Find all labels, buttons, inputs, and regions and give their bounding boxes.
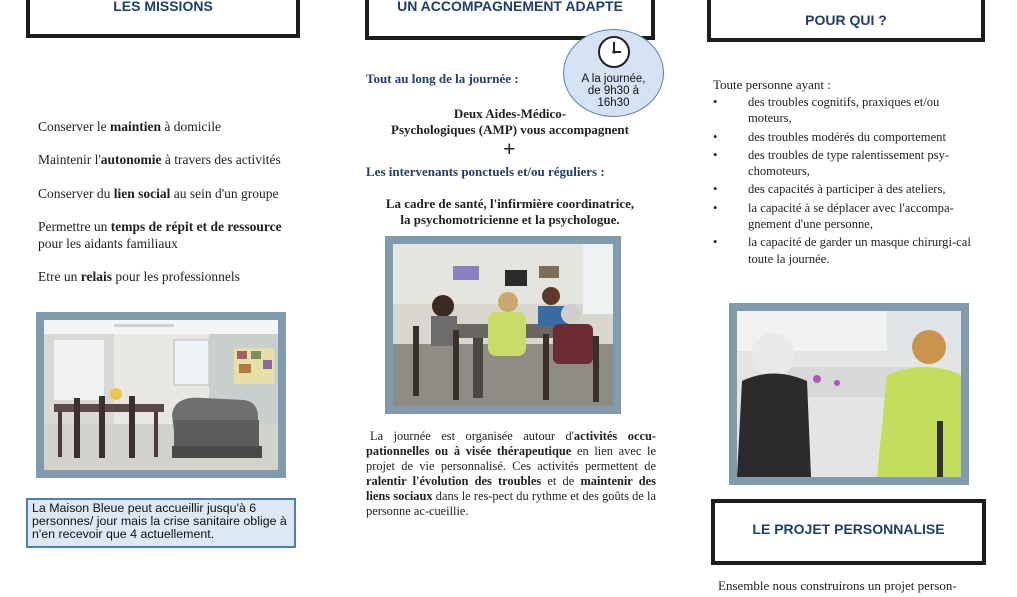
list-item: • des troubles cognitifs, praxiques et/ou moteurs, [713,94,983,127]
seniors-image [737,311,961,477]
pour-qui-heading [707,0,985,42]
schedule-line: de 9h30 à [587,85,640,97]
audience-list [713,94,983,269]
seniors-photo [729,303,969,485]
mission-item: Maintenir l'autonomie à travers des activités [38,152,281,167]
audience-intro: Toute personne ayant : [713,77,831,92]
staff-text: La cadre de santé, l'infirmière coordinatrice, la psychomotricienne et la psychologue. [385,196,635,227]
activity-photo [385,236,621,414]
projet-heading [711,499,986,565]
capacity-info-text: La Maison Bleue peut accueillir jusqu'à 6 personnes/ jour mais la crise sanitaire oblige à n'en recevoir que 4 actuellement. [32,501,287,541]
clock-icon [596,34,632,70]
missions-heading [26,0,300,38]
projet-heading-text: LE PROJET PERSONNALISE [752,521,945,537]
list-item: • la capacité de garder un masque chirurgi-cal toute la journée. [713,234,983,267]
list-item: • des troubles de type ralentissement psy-chomoteurs, [713,147,983,180]
mission-item: Conserver le maintien à domicile [38,119,221,134]
accompagnement-heading-text: UN ACCOMPAGNEMENT ADAPTE [397,0,623,14]
mission-item: Permettre un temps de répit et de ressource pour les aidants familiaux [38,219,282,251]
all-day-title: Tout au long de la journée : [366,71,519,86]
plus-sign: + [503,136,516,161]
list-item: • la capacité à se déplacer avec l'accompa-gnement d'une personne, [713,200,983,233]
activity-image [393,244,613,406]
list-item: • des troubles modérés du comportement [713,129,983,145]
pour-qui-heading-text: POUR QUI ? [805,12,887,28]
living-room-photo [36,312,286,478]
day-description: La journée est organisée autour d'activités occu-pationnelles ou à visée thérapeutique en lien avec le projet de vie personnalisé. Ces activités permettent de ralentir l'évolution des troubles et de maintenir des liens sociaux dans le res-pect du rythme et des goûts de la personne ac-cueillie. [366,429,657,518]
mission-item: Conserver du lien social au sein d'un groupe [38,186,279,201]
missions-heading-text: LES MISSIONS [113,0,213,14]
list-item: • des capacités à participer à des ateliers, [713,181,983,197]
living-room-image [44,320,278,470]
intervenants-title: Les intervenants ponctuels et/ou réguliers : [366,164,605,179]
capacity-info-box [26,498,296,548]
schedule-bubble [563,29,664,117]
amp-text: Deux Aides-Médico- Psychologiques (AMP) vous accompagnent [391,106,629,137]
mission-item: Etre un relais pour les professionnels [38,269,240,284]
projet-intro-text: Ensemble nous construirons un projet person- [718,578,957,593]
schedule-line: 16h30 [597,97,630,109]
schedule-line: A la journée, [581,73,646,85]
